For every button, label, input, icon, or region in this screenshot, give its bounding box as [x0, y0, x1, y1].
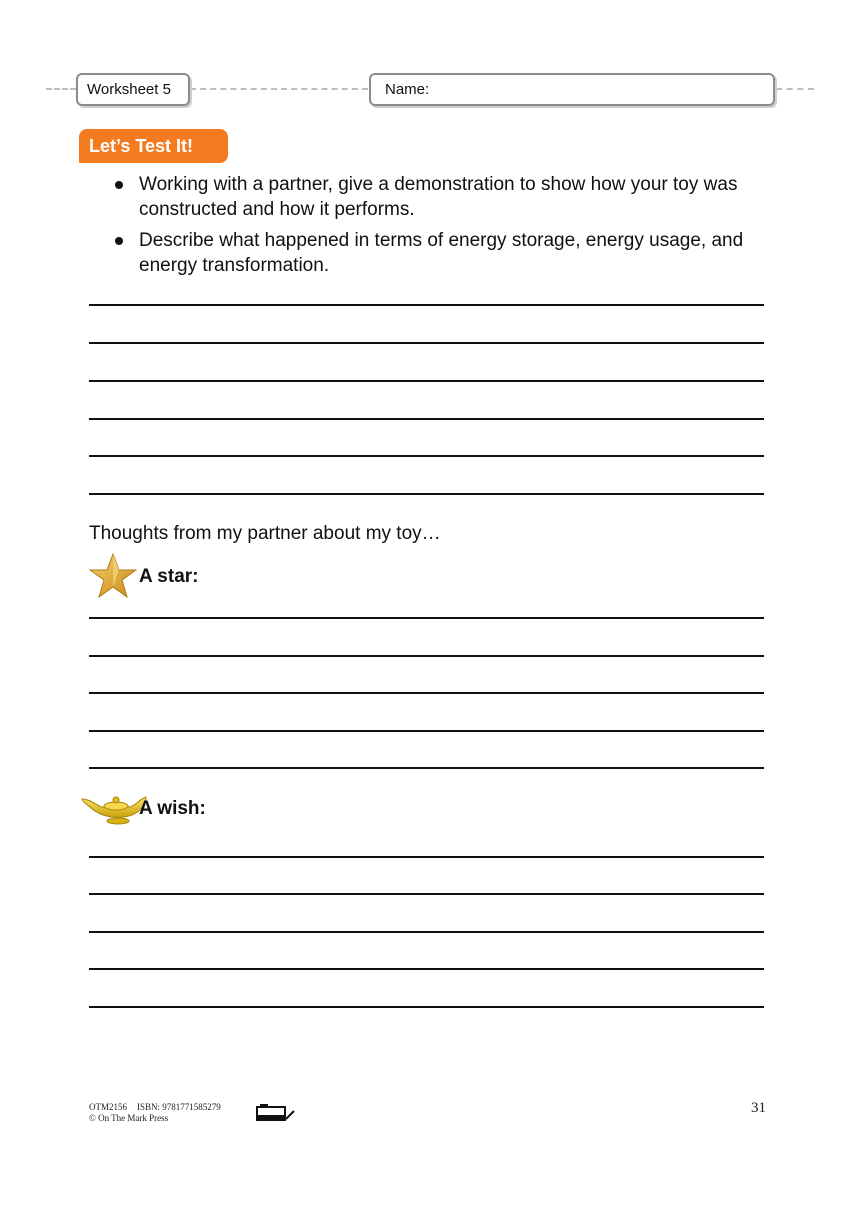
answer-line[interactable]	[89, 617, 764, 619]
answer-line[interactable]	[89, 655, 764, 657]
instruction-item: Working with a partner, give a demonstration to show how your toy was constructed and how it performs.	[112, 172, 780, 222]
page-number: 31	[751, 1100, 766, 1116]
answer-line[interactable]	[89, 342, 764, 344]
answer-line[interactable]	[89, 931, 764, 933]
answer-line[interactable]	[89, 692, 764, 694]
answer-line[interactable]	[89, 418, 764, 420]
star-icon	[89, 553, 137, 599]
answer-line[interactable]	[89, 856, 764, 858]
instruction-list	[112, 172, 780, 284]
header-dash-middle	[190, 88, 368, 90]
section-tag: Let’s Test It!	[79, 129, 228, 163]
worksheet-number-box	[76, 73, 190, 106]
footer-credits	[89, 1102, 221, 1124]
answer-line[interactable]	[89, 767, 764, 769]
answer-line[interactable]	[89, 893, 764, 895]
product-code: OTM2156	[89, 1102, 127, 1112]
partner-prompt: Thoughts from my partner about my toy…	[89, 523, 441, 544]
header-dash-left	[46, 88, 76, 90]
instruction-item: Describe what happened in terms of energy storage, energy usage, and energy transformation.	[112, 228, 780, 278]
worksheet-label: Worksheet 5	[87, 81, 171, 98]
name-field[interactable]	[369, 73, 775, 106]
answer-line[interactable]	[89, 1006, 764, 1008]
answer-line[interactable]	[89, 304, 764, 306]
answer-line[interactable]	[89, 493, 764, 495]
wish-label: A wish:	[139, 798, 206, 819]
star-label: A star:	[139, 566, 199, 587]
answer-line[interactable]	[89, 455, 764, 457]
answer-line[interactable]	[89, 968, 764, 970]
answer-line[interactable]	[89, 730, 764, 732]
header-dash-right	[776, 88, 814, 90]
name-label: Name:	[385, 81, 430, 98]
answer-line[interactable]	[89, 380, 764, 382]
isbn: ISBN: 9781771585279	[137, 1102, 221, 1112]
publisher-logo-icon	[256, 1103, 296, 1123]
copyright: © On The Mark Press	[89, 1113, 169, 1123]
